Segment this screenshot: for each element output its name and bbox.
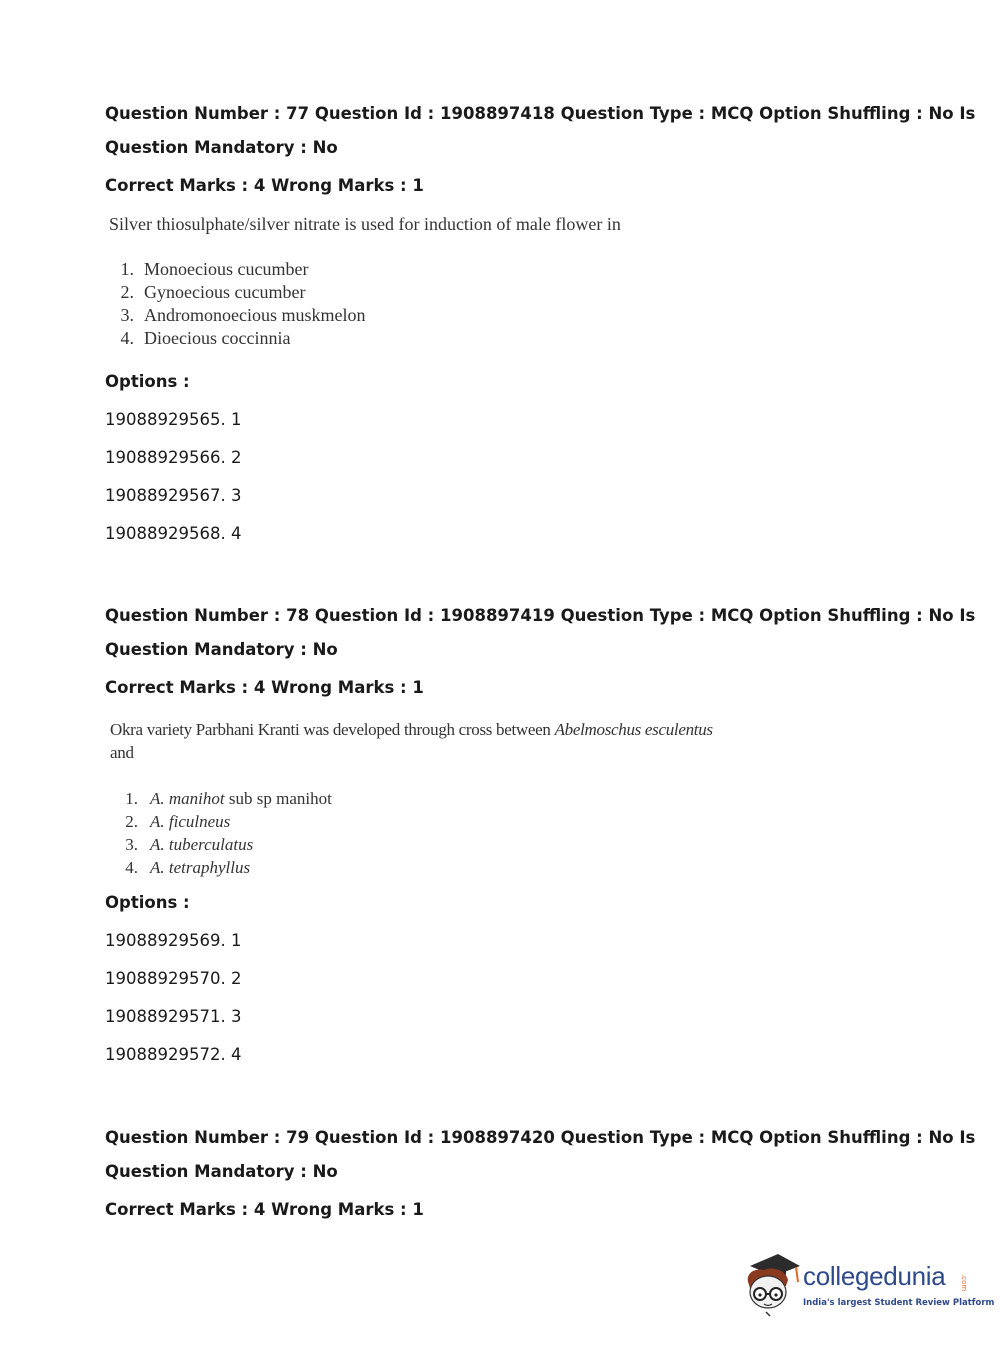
option-item: 19088929565. 1 <box>105 410 242 429</box>
question-stem: Silver thiosulphate/silver nitrate is used for induction of male flower in <box>109 214 621 234</box>
options-heading: Options : <box>105 372 190 391</box>
question-stem: Okra variety Parbhani Kranti was developed through cross between Abelmoschus esculentus and <box>110 720 713 762</box>
question-marks: Correct Marks : 4 Wrong Marks : 1 <box>105 678 424 697</box>
question-marks: Correct Marks : 4 Wrong Marks : 1 <box>105 1200 424 1219</box>
question-block-78 <box>105 606 976 698</box>
options-heading: Options : <box>105 893 190 912</box>
logo-domain-suffix: .com <box>960 1274 968 1292</box>
question-mandatory: Question Mandatory : No <box>105 640 338 659</box>
mascot-icon <box>742 1252 804 1318</box>
question-header: Question Number : 77 Question Id : 1908897418 Question Type : MCQ Option Shuffling : No Is <box>105 104 976 123</box>
question-header: Question Number : 78 Question Id : 1908897419 Question Type : MCQ Option Shuffling : No Is <box>105 606 976 625</box>
option-item: 19088929569. 1 <box>105 931 242 950</box>
question-header: Question Number : 79 Question Id : 1908897420 Question Type : MCQ Option Shuffling : No Is <box>105 1128 976 1147</box>
choice-item: 3. Andromonoecious muskmelon <box>120 305 366 325</box>
question-marks: Correct Marks : 4 Wrong Marks : 1 <box>105 176 424 195</box>
choice-item: 3. A. tuberculatus <box>125 835 254 854</box>
option-item: 19088929568. 4 <box>105 524 242 543</box>
option-item: 19088929570. 2 <box>105 969 242 988</box>
choice-item: 4. A. tetraphyllus <box>125 858 251 877</box>
choice-item: 2. Gynoecious cucumber <box>120 282 306 302</box>
choice-item: 1. Monoecious cucumber <box>120 259 309 279</box>
option-item: 19088929572. 4 <box>105 1045 242 1064</box>
choice-list <box>105 787 332 879</box>
collegedunia-logo[interactable] <box>742 1252 995 1318</box>
question-mandatory: Question Mandatory : No <box>105 138 338 157</box>
option-item: 19088929567. 3 <box>105 486 242 505</box>
choice-item: 4. Dioecious coccinnia <box>120 328 291 348</box>
question-mandatory: Question Mandatory : No <box>105 1162 338 1181</box>
logo-tagline: India's largest Student Review Platform <box>803 1298 995 1308</box>
option-item: 19088929571. 3 <box>105 1007 242 1026</box>
question-block-77 <box>105 104 976 350</box>
choice-item: 2. A. ficulneus <box>125 812 231 831</box>
choice-item: 1. A. manihot sub sp manihot <box>125 789 332 808</box>
option-item: 19088929566. 2 <box>105 448 242 467</box>
choice-list <box>105 258 925 350</box>
logo-wordmark: collegedunia <box>803 1261 946 1291</box>
question-block-79 <box>105 1128 976 1220</box>
